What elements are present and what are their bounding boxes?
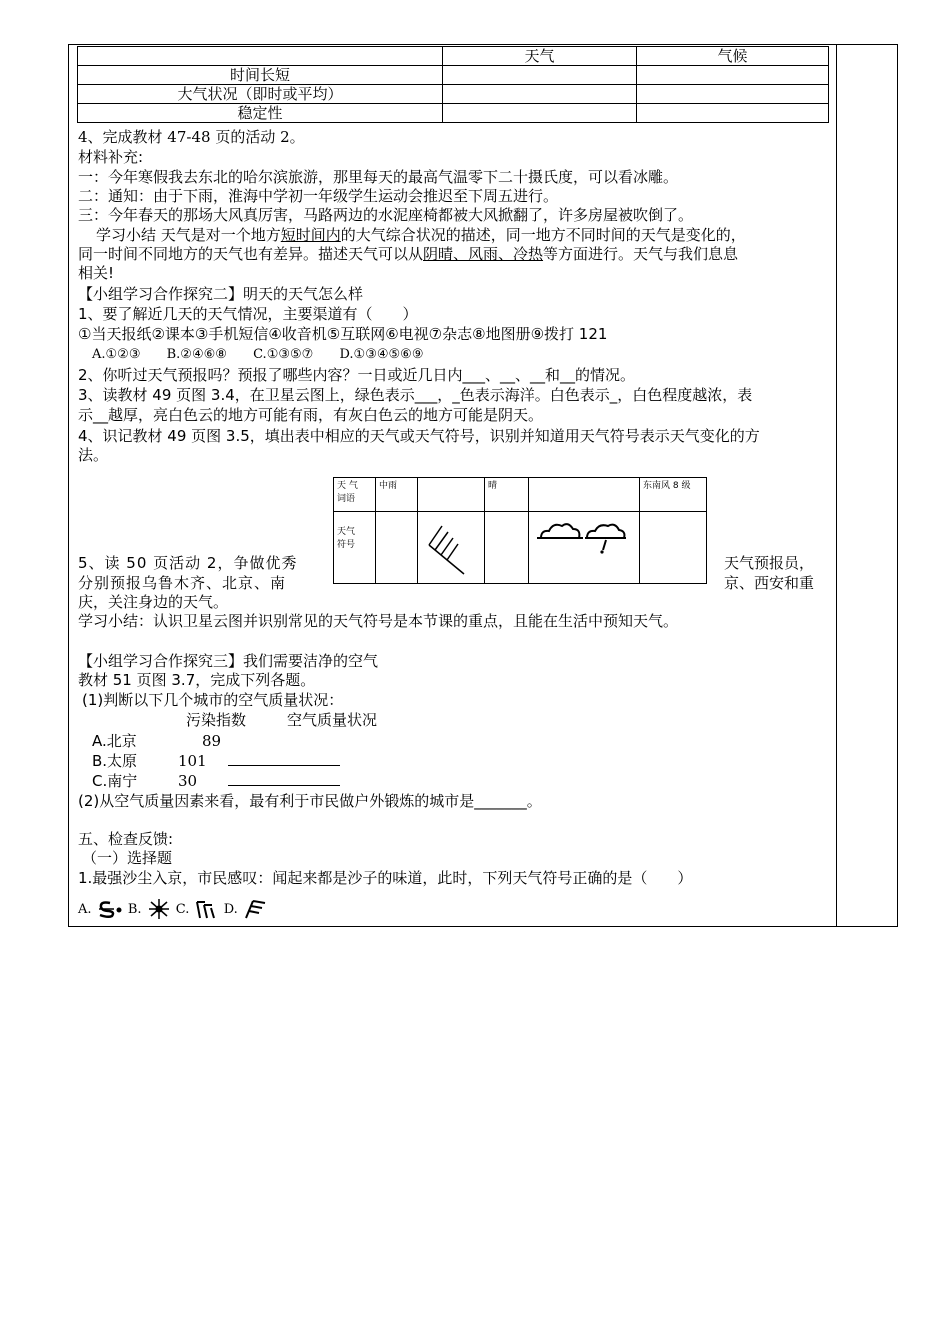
sandstorm-icon — [96, 899, 124, 919]
row-label: 时间长短 — [78, 66, 443, 85]
group-2-question-1: 1、要了解近几天的天气情况，主要渠道有（ ） — [78, 305, 418, 323]
task-4-line: 4、完成教材 47-48 页的活动 2。 — [78, 128, 305, 146]
margin-column-divider — [836, 44, 837, 927]
summary-1-line-1: 学习小结 天气是对一个地方短时间内的大气综合状况的描述，同一地方不同时间的天气是变化的， — [96, 226, 746, 244]
group-2-heading: 【小组学习合作探究二】明天的天气怎么样 — [78, 285, 364, 303]
city-row — [92, 732, 221, 751]
group-2-question-5-left-2: 分别预报乌鲁木齐、北京、南 — [78, 574, 287, 592]
row-label: 天气 符号 — [334, 512, 376, 584]
material-line-3: 三：今年春天的那场大风真厉害，马路两边的水泥座椅都被大风掀翻了，许多房屋被吹倒了。 — [78, 206, 694, 224]
option-c-label: C. — [175, 901, 190, 917]
row-label: 稳定性 — [78, 104, 443, 123]
cloudy-to-rain-icon — [529, 512, 637, 578]
material-line-2: 二：通知：由于下雨，淮海中学初一年级学生运动会推迟至下周五进行。 — [78, 187, 559, 205]
table-row — [334, 512, 707, 584]
header-cell: 气候 — [637, 47, 829, 66]
weather-word-cell — [529, 478, 640, 512]
city-label: A.北京 — [92, 732, 137, 750]
column-pollution-index: 污染指数 — [186, 711, 247, 729]
material-heading: 材料补充: — [78, 148, 144, 166]
summary-1-line-2: 同一时间不同地方的天气也有差异。描述天气可以从阴晴、风雨、冷热等方面进行。天气与我们息息 — [78, 245, 739, 263]
weather-word-cell: 中雨 — [376, 478, 418, 512]
answer-blank[interactable] — [228, 785, 340, 786]
pollution-index: 89 — [202, 732, 222, 750]
group-3-intro: 教材 51 页图 3.7，完成下列各题。 — [78, 671, 316, 689]
option-a: A.①②③ — [92, 347, 141, 362]
weather-word-cell: 东南风 8 级 — [640, 478, 707, 512]
sunny-icon — [146, 899, 172, 919]
group-2-options — [92, 345, 423, 364]
city-row — [92, 752, 340, 771]
wind-symbol-cell — [418, 512, 485, 584]
group-2-question-2: 2、你听过天气预报吗？预报了哪些内容？一日或近几日内___、__、__和__的情况。 — [78, 366, 636, 384]
group-2-question-5-right-2: 京、西安和重 — [724, 574, 815, 592]
option-d: D.①③④⑤⑥⑨ — [339, 347, 424, 362]
group-2-question-5-left-1: 5、读 50 页活动 2，争做优秀 — [78, 554, 298, 572]
pollution-index: 101 — [178, 752, 207, 770]
fog-lines-icon — [194, 899, 220, 919]
summary-1-line-3: 相关! — [78, 264, 115, 282]
group-2-question-5-line-3: 庆，关注身边的天气。 — [78, 593, 229, 611]
row-label: 大气状况（即时或平均） — [78, 85, 443, 104]
option-b: B.②④⑥⑧ — [166, 347, 227, 362]
group-2-question-3a: 3、读教材 49 页图 3.4，在卫星云图上，绿色表示___，_色表示海洋。白色表示_，白色程度越浓，表 — [78, 386, 753, 404]
table-row — [334, 478, 707, 512]
table-row — [78, 104, 829, 123]
summary-2: 学习小结：认识卫星云图并识别常见的天气符号是本节课的重点，且能在生活中预知天气。 — [78, 612, 679, 630]
group-3-heading: 【小组学习合作探究三】我们需要洁净的空气 — [78, 652, 379, 670]
feedback-heading: 五、检查反馈: — [78, 830, 174, 848]
weather-word-cell: 晴 — [485, 478, 529, 512]
wind-flag-icon — [242, 899, 268, 919]
header-cell: 天气 — [443, 47, 637, 66]
city-label: C.南宁 — [92, 772, 138, 790]
wind-barb-icon — [418, 512, 484, 578]
group-2-question-3b: 示__越厚，亮白色云的地方可能有雨，有灰白色云的地方可能是阴天。 — [78, 406, 544, 424]
group-2-question-4b: 法。 — [78, 446, 109, 464]
option-d-label: D. — [223, 901, 238, 917]
group-2-question-5-right-1: 天气预报员， — [724, 554, 815, 572]
row-label: 天 气 词语 — [334, 478, 376, 512]
table-row — [78, 66, 829, 85]
weather-symbol-table — [333, 477, 707, 584]
answer-blank[interactable] — [228, 765, 340, 766]
feedback-options — [78, 899, 268, 919]
option-b-label: B. — [127, 901, 142, 917]
group-2-channel-items: ①当天报纸②课本③手机短信④收音机⑤互联网⑥电视⑦杂志⑧地图册⑨拨打 121 — [78, 325, 608, 343]
material-line-1: 一：今年寒假我去东北的哈尔滨旅游，那里每天的最高气温零下二十摄氏度，可以看冰雕。 — [78, 168, 679, 186]
header-cell — [78, 47, 443, 66]
pollution-index: 30 — [178, 772, 198, 790]
weather-climate-table — [77, 46, 829, 123]
weather-word-cell — [418, 478, 485, 512]
feedback-question-1: 1.最强沙尘入京，市民感叹：闻起来都是沙子的味道，此时，下列天气符号正确的是（ ） — [78, 869, 693, 887]
option-c: C.①③⑤⑦ — [253, 347, 314, 362]
city-row — [92, 772, 340, 791]
city-label: B.太原 — [92, 752, 138, 770]
feedback-subheading: （一）选择题 — [82, 849, 173, 867]
table-row — [78, 85, 829, 104]
table-row — [78, 47, 829, 66]
option-a-label: A. — [78, 901, 92, 917]
cloud-symbol-cell — [529, 512, 640, 584]
group-3-question-1: (1)判断以下几个城市的空气质量状况： — [82, 691, 344, 709]
group-2-question-4a: 4、识记教材 49 页图 3.5，填出表中相应的天气或天气符号，识别并知道用天气符号表示天气变化的方 — [78, 427, 760, 445]
group-3-question-2: (2)从空气质量因素来看，最有利于市民做户外锻炼的城市是_______。 — [78, 792, 542, 810]
column-air-quality: 空气质量状况 — [287, 711, 378, 729]
